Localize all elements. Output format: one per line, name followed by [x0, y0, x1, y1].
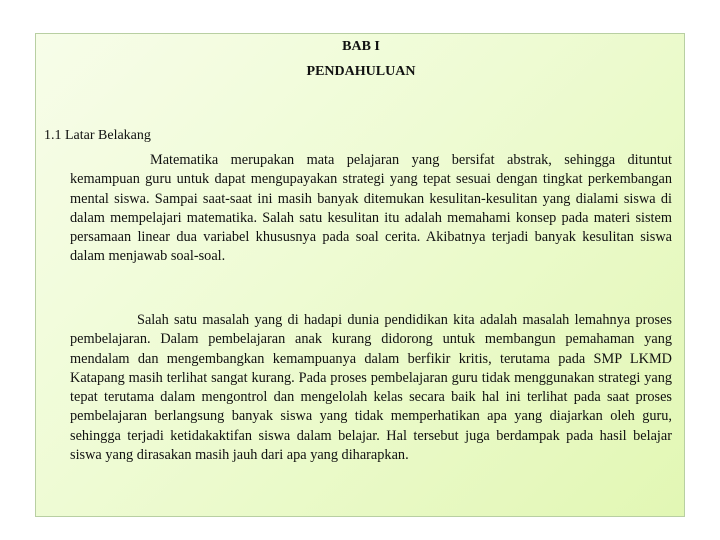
- content-box: [35, 33, 685, 517]
- paragraph-2: Salah satu masalah yang di hadapi dunia pendidikan kita adalah masalah lemahnya proses pembelajaran. Dalam pembelajaran anak kurang didorong untuk membangun pemahaman yang mendalam dan mengembangkan kemampuanya dalam berfikir kritis, terutama pada SMP LKMD Katapang masih terlihat sangat kurang. Pada proses pembelajaran guru tidak menggunakan strategi yang tepat terutama dalam mengontrol dan mengelolah kelas secara baik hal ini terlihat pada saat proses pembelajaran berlangsung banyak siswa yang tidak memperhatikan apa yang diajarkan oleh guru, sehingga terjadi ketidakaktifan siswa dalam belajar. Hal tersebut juga berdampak pada hasil belajar siswa yang dirasakan masih jauh dari apa yang diharapkan.: [70, 312, 672, 464]
- chapter-title: PENDAHULUAN: [306, 64, 416, 79]
- paragraph-1: Matematika merupakan mata pelajaran yang bersifat abstrak, sehingga dituntut kemampuan guru untuk dapat mengupayakan strategi yang tepat sesuai dengan tingkat perkembangan mental siswa. Sampai saat-saat ini masih banyak ditemukan kesulitan-kesulitan yang dialami siswa di dalam mempelajari matematika. Salah satu kesulitan itu adalah memahami konsep pada materi sistem persamaan linear dua variabel khususnya pada soal cerita. Akibatnya terjadi banyak kesulitan siswa dalam menjawab soal-soal.: [70, 152, 672, 265]
- chapter-heading: BAB I: [342, 39, 380, 54]
- section-heading: 1.1 Latar Belakang: [44, 128, 151, 143]
